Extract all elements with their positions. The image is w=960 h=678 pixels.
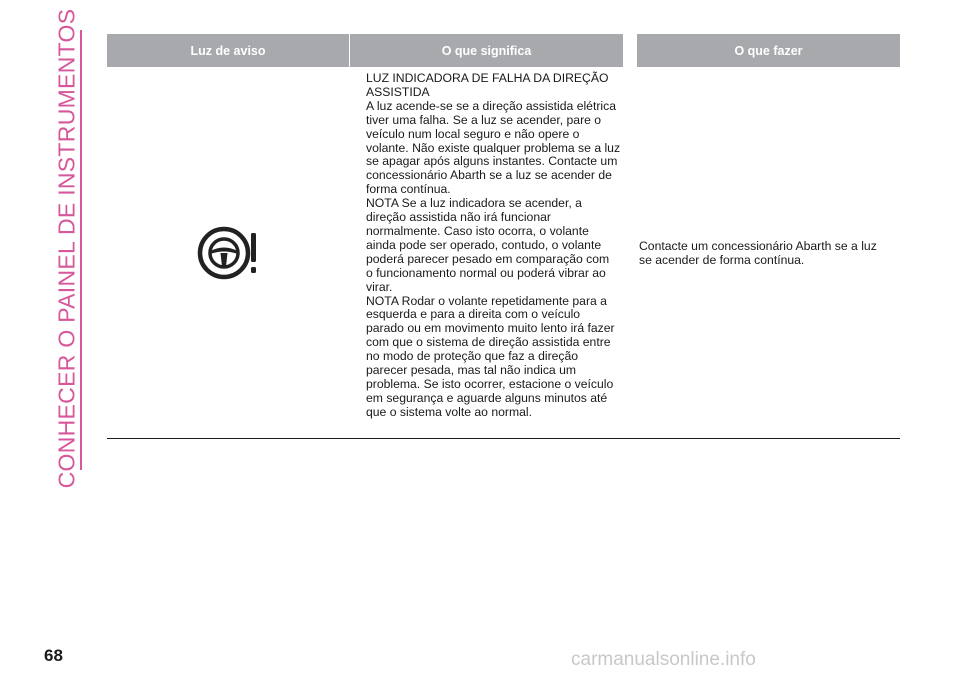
meaning-line: NOTA Se a luz indicadora se acender, a: [366, 196, 582, 211]
meaning-line: ASSISTIDA: [366, 84, 430, 99]
warning-light-cell: [107, 67, 349, 438]
meaning-line: direção assistida não irá funcionar: [366, 210, 551, 225]
header-meaning: O que significa: [350, 34, 623, 67]
table-row: [107, 67, 900, 439]
action-text: [639, 239, 877, 267]
meaning-line: problema. Se isto ocorrer, estacione o veículo: [366, 376, 614, 391]
header-warning-light: Luz de aviso: [107, 34, 349, 67]
meaning-line: forma contínua.: [366, 182, 451, 197]
action-cell: [639, 67, 894, 438]
meaning-line: que o sistema volte ao normal.: [366, 404, 532, 419]
meaning-line: se apagar após alguns instantes. Contacte um: [366, 154, 618, 169]
action-line: Contacte um concessionário Abarth se a luz: [639, 238, 877, 253]
meaning-line: ainda pode ser operado, contudo, o volante: [366, 237, 602, 252]
section-title-text: CONHECER O PAINEL DE INSTRUMENTOS: [53, 8, 80, 488]
header-action: O que fazer: [637, 34, 900, 67]
meaning-line: parado ou em movimento muito lento irá fazer: [366, 321, 615, 336]
meaning-line: veículo num local seguro e não opere o: [366, 126, 580, 141]
section-divider: [80, 30, 82, 470]
action-line: se acender de forma contínua.: [639, 252, 805, 267]
meaning-line: volante. Não existe qualquer problema se a luz: [366, 140, 621, 155]
meaning-line: tiver uma falha. Se a luz se acender, pare o: [366, 112, 602, 127]
meaning-line: com que o sistema de direção assistida entre: [366, 335, 611, 350]
meaning-text: [366, 72, 628, 420]
meaning-line: em segurança e aguarde alguns minutos até: [366, 390, 608, 405]
section-title: [42, 8, 92, 488]
meaning-line: poderá parecer pesado em comparação com: [366, 251, 610, 266]
meaning-line: normalmente. Caso isto ocorra, o volante: [366, 223, 589, 238]
meaning-line: NOTA Rodar o volante repetidamente para a: [366, 293, 607, 308]
meaning-line: parecer pesada, mas tal não indica um: [366, 363, 577, 378]
meaning-line: esquerda e para a direita com o veículo: [366, 307, 581, 322]
watermark: carmanualsonline.info: [571, 649, 756, 670]
meaning-line: LUZ INDICADORA DE FALHA DA DIREÇÃO: [366, 71, 609, 85]
page-number: 68: [44, 646, 63, 665]
meaning-line: o funcionamento normal ou poderá vibrar ao: [366, 265, 606, 280]
meaning-line: virar.: [366, 279, 393, 294]
meaning-line: concessionário Abarth se a luz se acender de: [366, 168, 612, 183]
meaning-line: no modo de proteção que faz a direção: [366, 349, 579, 364]
meaning-line: A luz acende-se se a direção assistida elétrica: [366, 98, 616, 113]
power-steering-warning-icon: [196, 225, 260, 281]
